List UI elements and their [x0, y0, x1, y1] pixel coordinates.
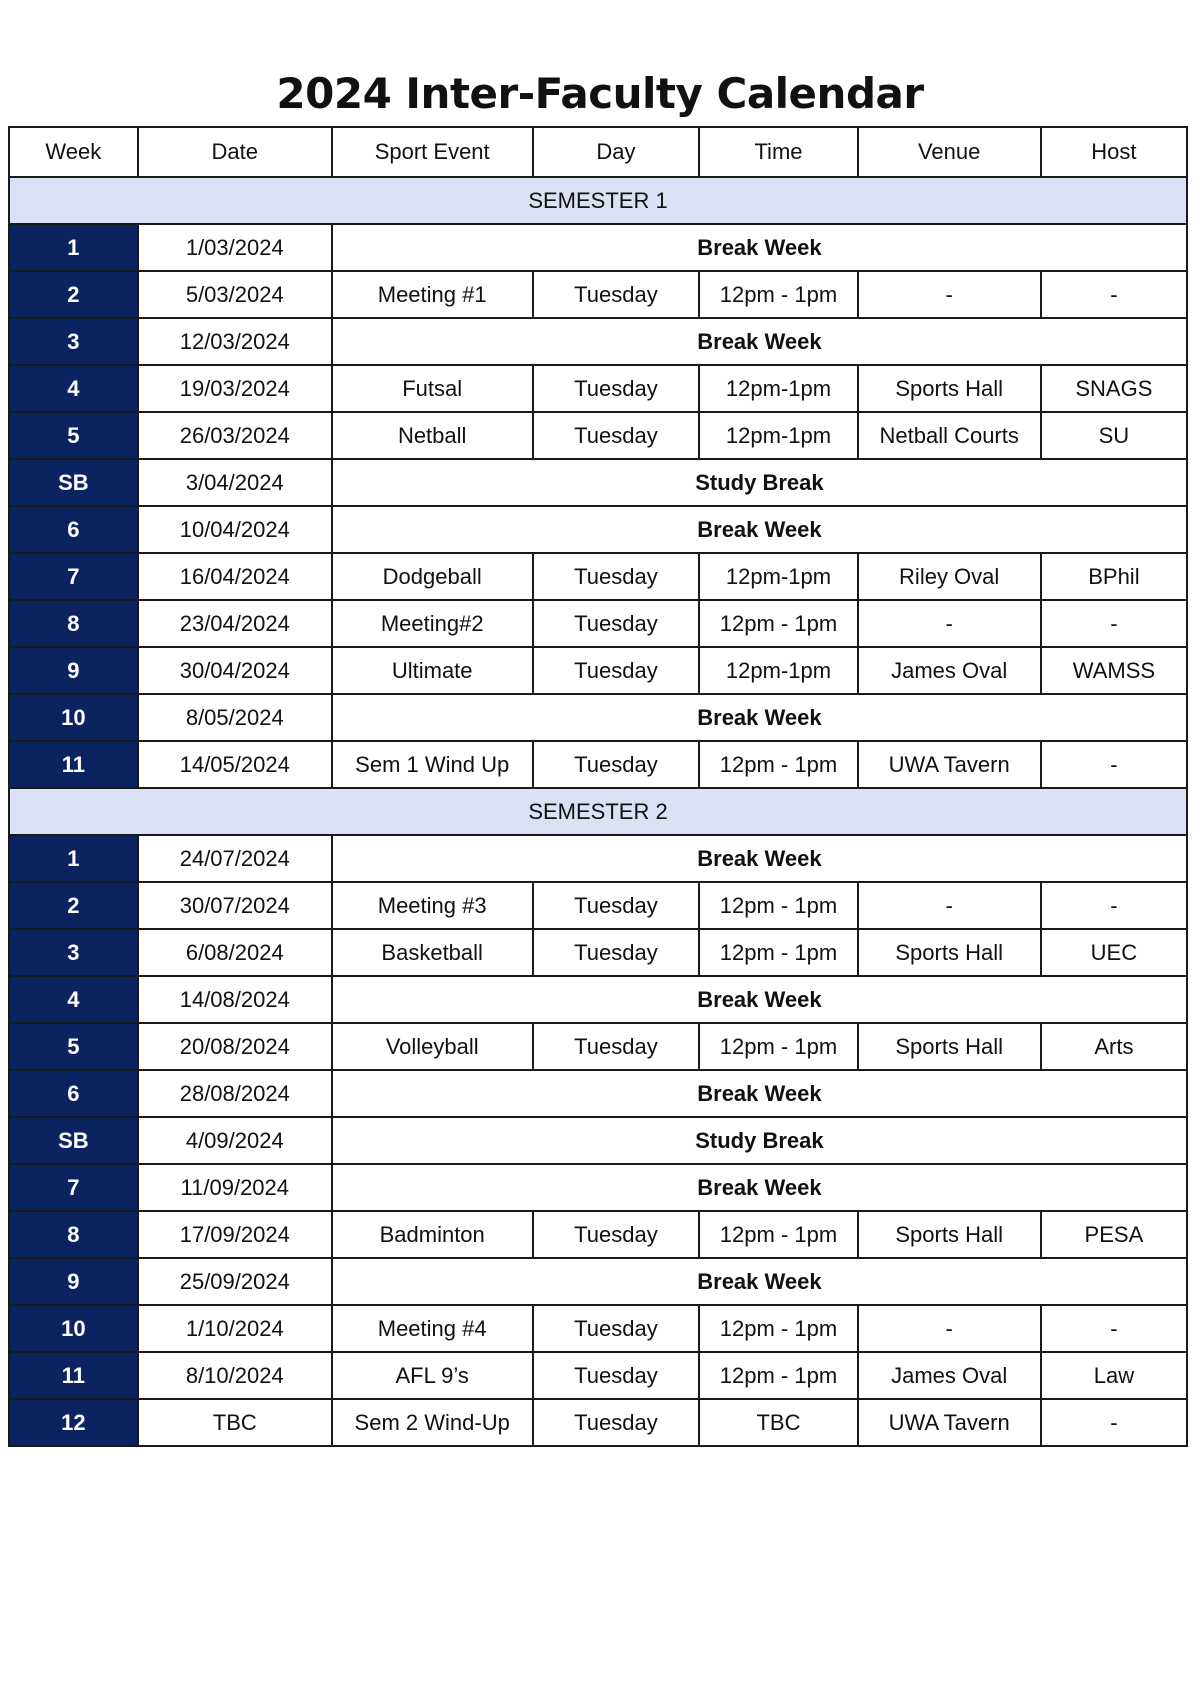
date-cell: 25/09/2024 [138, 1258, 332, 1305]
header-venue: Venue [858, 127, 1041, 177]
break-note-cell: Break Week [332, 318, 1187, 365]
header-row [9, 127, 1187, 177]
week-cell: 1 [9, 224, 138, 271]
table-row [9, 459, 1187, 506]
host-cell: Arts [1041, 1023, 1187, 1070]
day-cell: Tuesday [533, 600, 700, 647]
semester-label: SEMESTER 2 [9, 788, 1187, 835]
date-cell: 4/09/2024 [138, 1117, 332, 1164]
day-cell: Tuesday [533, 412, 700, 459]
break-note-cell: Study Break [332, 1117, 1187, 1164]
date-cell: 24/07/2024 [138, 835, 332, 882]
break-note-cell: Break Week [332, 1258, 1187, 1305]
venue-cell: Sports Hall [858, 1211, 1041, 1258]
host-cell: SU [1041, 412, 1187, 459]
time-cell: 12pm - 1pm [699, 600, 857, 647]
venue-cell: - [858, 271, 1041, 318]
venue-cell: Riley Oval [858, 553, 1041, 600]
date-cell: 30/07/2024 [138, 882, 332, 929]
date-cell: 16/04/2024 [138, 553, 332, 600]
table-row [9, 553, 1187, 600]
date-cell: 1/10/2024 [138, 1305, 332, 1352]
week-cell: 7 [9, 553, 138, 600]
time-cell: 12pm-1pm [699, 365, 857, 412]
date-cell: 8/10/2024 [138, 1352, 332, 1399]
table-row [9, 365, 1187, 412]
date-cell: 20/08/2024 [138, 1023, 332, 1070]
table-row [9, 1070, 1187, 1117]
venue-cell: UWA Tavern [858, 1399, 1041, 1446]
day-cell: Tuesday [533, 553, 700, 600]
week-cell: 2 [9, 882, 138, 929]
time-cell: 12pm - 1pm [699, 741, 857, 788]
header-host: Host [1041, 127, 1187, 177]
date-cell: 23/04/2024 [138, 600, 332, 647]
week-cell: 10 [9, 694, 138, 741]
week-cell: SB [9, 459, 138, 506]
time-cell: 12pm - 1pm [699, 271, 857, 318]
week-cell: SB [9, 1117, 138, 1164]
date-cell: 14/05/2024 [138, 741, 332, 788]
break-note-cell: Break Week [332, 1164, 1187, 1211]
time-cell: 12pm - 1pm [699, 1211, 857, 1258]
day-cell: Tuesday [533, 1023, 700, 1070]
venue-cell: Sports Hall [858, 1023, 1041, 1070]
day-cell: Tuesday [533, 271, 700, 318]
date-cell: 1/03/2024 [138, 224, 332, 271]
event-cell: Meeting #1 [332, 271, 533, 318]
week-cell: 8 [9, 1211, 138, 1258]
table-row [9, 1211, 1187, 1258]
event-cell: Basketball [332, 929, 533, 976]
day-cell: Tuesday [533, 1399, 700, 1446]
date-cell: TBC [138, 1399, 332, 1446]
host-cell: SNAGS [1041, 365, 1187, 412]
week-cell: 12 [9, 1399, 138, 1446]
table-row [9, 647, 1187, 694]
table-row [9, 271, 1187, 318]
day-cell: Tuesday [533, 365, 700, 412]
week-cell: 5 [9, 1023, 138, 1070]
host-cell: PESA [1041, 1211, 1187, 1258]
week-cell: 11 [9, 741, 138, 788]
day-cell: Tuesday [533, 741, 700, 788]
table-row [9, 224, 1187, 271]
table-row [9, 976, 1187, 1023]
time-cell: 12pm - 1pm [699, 929, 857, 976]
time-cell: 12pm-1pm [699, 412, 857, 459]
day-cell: Tuesday [533, 1305, 700, 1352]
host-cell: - [1041, 1305, 1187, 1352]
table-row [9, 1352, 1187, 1399]
date-cell: 17/09/2024 [138, 1211, 332, 1258]
host-cell: WAMSS [1041, 647, 1187, 694]
venue-cell: - [858, 600, 1041, 647]
host-cell: Law [1041, 1352, 1187, 1399]
venue-cell: James Oval [858, 647, 1041, 694]
break-note-cell: Study Break [332, 459, 1187, 506]
event-cell: Badminton [332, 1211, 533, 1258]
break-note-cell: Break Week [332, 506, 1187, 553]
week-cell: 10 [9, 1305, 138, 1352]
header-date: Date [138, 127, 332, 177]
date-cell: 3/04/2024 [138, 459, 332, 506]
host-cell: - [1041, 1399, 1187, 1446]
table-row [9, 1164, 1187, 1211]
date-cell: 5/03/2024 [138, 271, 332, 318]
date-cell: 11/09/2024 [138, 1164, 332, 1211]
time-cell: 12pm - 1pm [699, 1352, 857, 1399]
table-row [9, 1258, 1187, 1305]
week-cell: 7 [9, 1164, 138, 1211]
venue-cell: UWA Tavern [858, 741, 1041, 788]
week-cell: 5 [9, 412, 138, 459]
week-cell: 6 [9, 1070, 138, 1117]
host-cell: UEC [1041, 929, 1187, 976]
venue-cell: Sports Hall [858, 365, 1041, 412]
week-cell: 4 [9, 976, 138, 1023]
event-cell: Meeting #3 [332, 882, 533, 929]
venue-cell: Sports Hall [858, 929, 1041, 976]
table-row [9, 1399, 1187, 1446]
calendar-table [8, 126, 1188, 1447]
semester-header-row [9, 788, 1187, 835]
table-row [9, 882, 1187, 929]
week-cell: 1 [9, 835, 138, 882]
day-cell: Tuesday [533, 1211, 700, 1258]
venue-cell: - [858, 1305, 1041, 1352]
event-cell: Sem 1 Wind Up [332, 741, 533, 788]
table-row [9, 318, 1187, 365]
host-cell: - [1041, 741, 1187, 788]
header-time: Time [699, 127, 857, 177]
date-cell: 6/08/2024 [138, 929, 332, 976]
page-title: 2024 Inter-Faculty Calendar [276, 69, 924, 118]
header-day: Day [533, 127, 700, 177]
event-cell: Futsal [332, 365, 533, 412]
date-cell: 26/03/2024 [138, 412, 332, 459]
event-cell: Meeting #4 [332, 1305, 533, 1352]
event-cell: Meeting#2 [332, 600, 533, 647]
time-cell: 12pm-1pm [699, 647, 857, 694]
semester-header-row [9, 177, 1187, 224]
table-row [9, 1117, 1187, 1164]
day-cell: Tuesday [533, 929, 700, 976]
week-cell: 2 [9, 271, 138, 318]
day-cell: Tuesday [533, 882, 700, 929]
table-row [9, 1023, 1187, 1070]
venue-cell: James Oval [858, 1352, 1041, 1399]
date-cell: 12/03/2024 [138, 318, 332, 365]
table-row [9, 835, 1187, 882]
header-week: Week [9, 127, 138, 177]
break-note-cell: Break Week [332, 1070, 1187, 1117]
time-cell: 12pm - 1pm [699, 1305, 857, 1352]
week-cell: 6 [9, 506, 138, 553]
table-row [9, 600, 1187, 647]
event-cell: Volleyball [332, 1023, 533, 1070]
calendar-body [9, 177, 1187, 1446]
event-cell: Dodgeball [332, 553, 533, 600]
week-cell: 4 [9, 365, 138, 412]
venue-cell: Netball Courts [858, 412, 1041, 459]
host-cell: - [1041, 882, 1187, 929]
week-cell: 3 [9, 929, 138, 976]
table-row [9, 929, 1187, 976]
table-row [9, 412, 1187, 459]
header-sport-event: Sport Event [332, 127, 533, 177]
venue-cell: - [858, 882, 1041, 929]
event-cell: Sem 2 Wind-Up [332, 1399, 533, 1446]
host-cell: BPhil [1041, 553, 1187, 600]
time-cell: 12pm-1pm [699, 553, 857, 600]
date-cell: 14/08/2024 [138, 976, 332, 1023]
time-cell: 12pm - 1pm [699, 1023, 857, 1070]
table-row [9, 506, 1187, 553]
semester-label: SEMESTER 1 [9, 177, 1187, 224]
table-row [9, 1305, 1187, 1352]
event-cell: Ultimate [332, 647, 533, 694]
day-cell: Tuesday [533, 1352, 700, 1399]
date-cell: 8/05/2024 [138, 694, 332, 741]
break-note-cell: Break Week [332, 694, 1187, 741]
date-cell: 10/04/2024 [138, 506, 332, 553]
week-cell: 9 [9, 1258, 138, 1305]
date-cell: 28/08/2024 [138, 1070, 332, 1117]
event-cell: Netball [332, 412, 533, 459]
table-row [9, 694, 1187, 741]
week-cell: 9 [9, 647, 138, 694]
break-note-cell: Break Week [332, 224, 1187, 271]
week-cell: 11 [9, 1352, 138, 1399]
week-cell: 3 [9, 318, 138, 365]
break-note-cell: Break Week [332, 835, 1187, 882]
week-cell: 8 [9, 600, 138, 647]
break-note-cell: Break Week [332, 976, 1187, 1023]
time-cell: TBC [699, 1399, 857, 1446]
table-row [9, 741, 1187, 788]
date-cell: 30/04/2024 [138, 647, 332, 694]
day-cell: Tuesday [533, 647, 700, 694]
host-cell: - [1041, 600, 1187, 647]
time-cell: 12pm - 1pm [699, 882, 857, 929]
event-cell: AFL 9’s [332, 1352, 533, 1399]
host-cell: - [1041, 271, 1187, 318]
date-cell: 19/03/2024 [138, 365, 332, 412]
